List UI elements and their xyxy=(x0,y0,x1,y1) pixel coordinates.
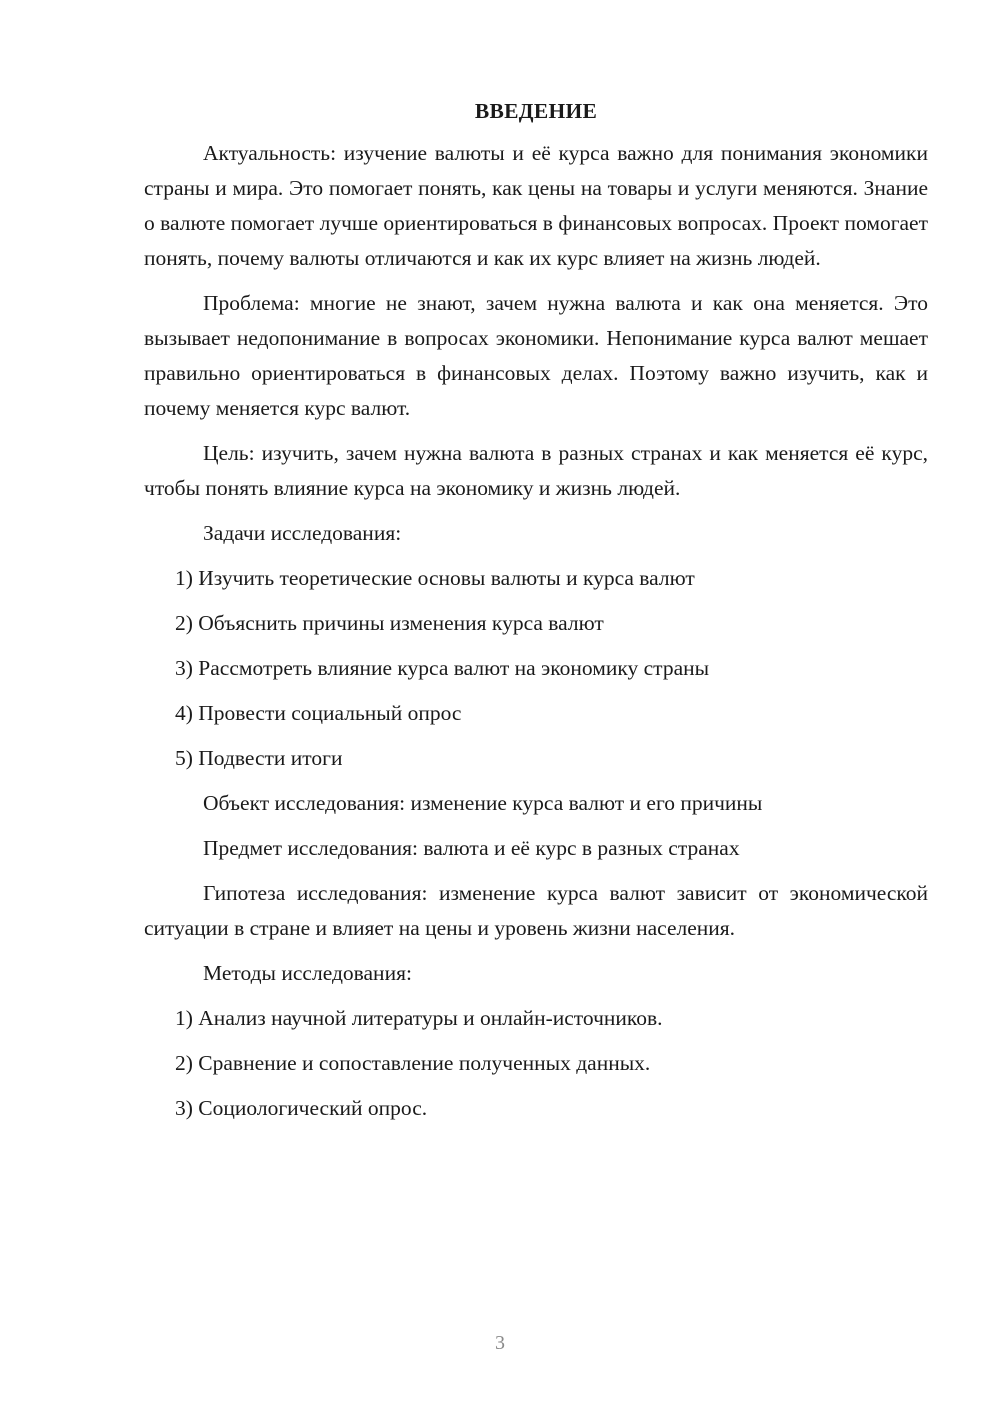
document-page xyxy=(144,92,928,1136)
list-item: 5) Подвести итоги xyxy=(175,746,343,770)
list-item: 3) Рассмотреть влияние курса валют на экономику страны xyxy=(175,656,710,680)
goal-paragraph: Цель: изучить, зачем нужна валюта в разных странах и как меняется её курс, чтобы понять влияние курса на экономику и жизнь людей. xyxy=(144,441,928,500)
section-title: ВВЕДЕНИЕ xyxy=(474,99,598,123)
tasks-list xyxy=(144,561,928,776)
list-item: 2) Сравнение и сопоставление полученных данных. xyxy=(175,1051,651,1075)
problem-paragraph: Проблема: многие не знают, зачем нужна валюта и как она меняется. Это вызывает недопонимание в вопросах экономики. Непонимание курса валют мешает правильно ориентироваться в финансовых делах. Поэтому важно изучить, как и почему меняется курс валют. xyxy=(144,291,928,420)
object-statement: Объект исследования: изменение курса валют и его причины xyxy=(203,791,763,815)
methods-list xyxy=(144,1001,928,1126)
list-item: 2) Объяснить причины изменения курса валют xyxy=(175,611,604,635)
list-item: 1) Анализ научной литературы и онлайн-источников. xyxy=(175,1006,663,1030)
list-item: 1) Изучить теоретические основы валюты и курса валют xyxy=(175,566,695,590)
list-item: 4) Провести социальный опрос xyxy=(175,701,462,725)
methods-heading: Методы исследования: xyxy=(203,961,412,985)
relevance-paragraph: Актуальность: изучение валюты и её курса важно для понимания экономики страны и мира. Это помогает понять, как цены на товары и услуги меняются. Знание о валюте помогает лучше ориентироваться в финансовых вопросах. Проект помогает понять, почему валюты отличаются и как их курс влияет на жизнь людей. xyxy=(144,141,928,270)
subject-statement: Предмет исследования: валюта и её курс в разных странах xyxy=(203,836,740,860)
tasks-heading: Задачи исследования: xyxy=(203,521,402,545)
hypothesis-paragraph: Гипотеза исследования: изменение курса валют зависит от экономической ситуации в стране и влияет на цены и уровень жизни населения. xyxy=(144,881,928,940)
page-number: 3 xyxy=(495,1332,505,1354)
list-item: 3) Социологический опрос. xyxy=(175,1096,428,1120)
